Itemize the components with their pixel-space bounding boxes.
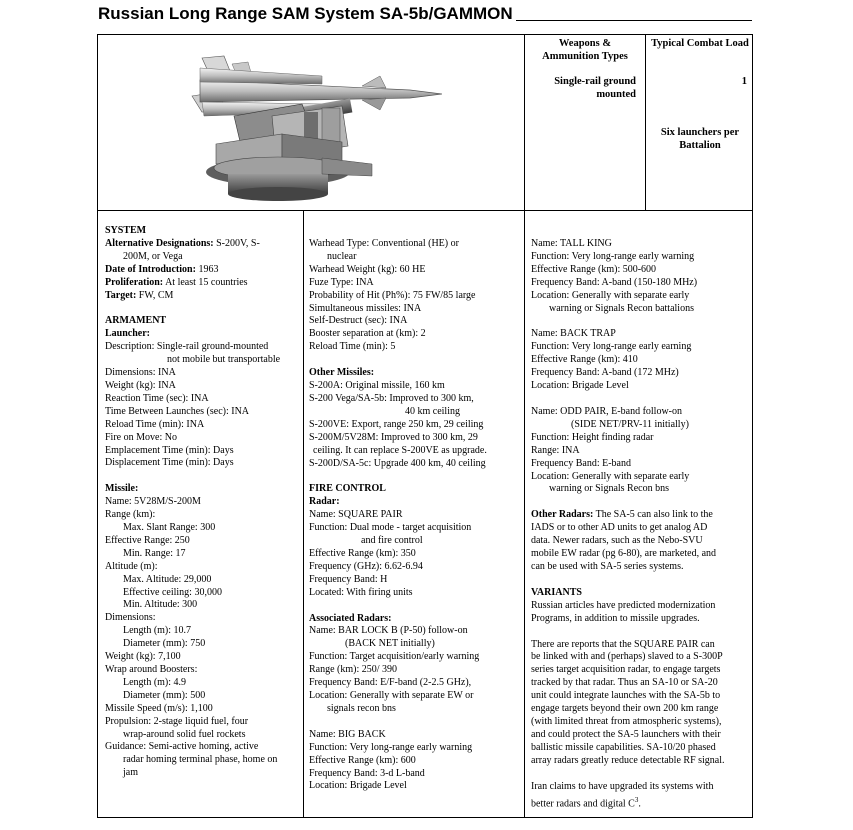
odd-pair-function: Function: Height finding radar <box>531 431 654 443</box>
target-label: Target: <box>105 289 137 301</box>
missile-s200m-cont: ceiling. It can replace S-200VE as upgrade. <box>313 444 487 456</box>
other-missiles-label: Other Missiles: <box>309 367 375 379</box>
emplacement-time: Emplacement Time (min): Days <box>105 444 234 456</box>
big-back-effective-range: Effective Range (km): 600 <box>309 754 416 766</box>
big-back-function: Function: Very long-range early warning <box>309 741 473 753</box>
missile-label: Missile: <box>105 483 139 495</box>
other-radars-line5: can be used with SA-5 series systems. <box>531 560 684 572</box>
column-warhead-fire-control <box>309 238 521 793</box>
radar-label: Radar: <box>309 496 340 508</box>
square-pair-para-8: and could protect the SA-5 launchers with their <box>531 728 721 740</box>
warhead-weight: Warhead Weight (kg): 60 HE <box>309 263 426 275</box>
launcher-dimensions: Dimensions: INA <box>105 367 176 379</box>
bar-lock-location-cont: signals recon bns <box>327 702 396 714</box>
missile-length: Length (m): 10.7 <box>123 625 192 637</box>
armament-heading: ARMAMENT <box>105 315 167 327</box>
radar-frequency-band: Frequency Band: H <box>309 573 388 585</box>
bar-lock-function: Function: Target acquisition/early warning <box>309 651 480 663</box>
column-radars-variants <box>531 238 751 811</box>
guidance-cont: radar homing terminal phase, home on <box>123 754 278 766</box>
missile-speed: Missile Speed (m/s): 1,100 <box>105 702 213 714</box>
combat-load-value: 1 <box>741 76 747 87</box>
radar-function: Function: Dual mode - target acquisition <box>309 522 472 534</box>
weapons-header: Weapons & Ammunition Types <box>542 38 628 62</box>
missile-s200-vega-cont: 40 km ceiling <box>405 405 460 417</box>
missile-range: Range (km): <box>105 509 156 521</box>
fire-on-move: Fire on Move: No <box>105 431 177 443</box>
guidance: Guidance: Semi-active homing, active <box>105 741 259 753</box>
tall-king-band: Frequency Band: A-band (150-180 MHz) <box>531 276 698 288</box>
missile-name: Name: 5V28M/S-200M <box>105 496 201 508</box>
proliferation-value: At least 15 countries <box>163 276 248 288</box>
iran-line2-end: . <box>638 797 641 809</box>
missile-weight: Weight (kg): 7,100 <box>105 651 181 663</box>
square-pair-para-5: unit could integrate launches with the SA-5b to <box>531 690 721 702</box>
proliferation-label: Proliferation: <box>105 276 164 288</box>
square-pair-para-9: ballistic missile capabilities. SA-10/20 phased <box>531 741 716 753</box>
radar-function-cont: and fire control <box>361 535 423 547</box>
time-between-launches: Time Between Launches (sec): INA <box>105 405 250 417</box>
min-range: Min. Range: 17 <box>123 547 186 559</box>
system-heading: SYSTEM <box>105 225 147 236</box>
weapon-type-value: Single-rail ground mounted <box>554 76 636 100</box>
fuze-type: Fuze Type: INA <box>309 276 374 288</box>
booster-separation: Booster separation at (km): 2 <box>309 328 426 340</box>
variants-heading: VARIANTS <box>531 586 582 598</box>
bar-lock-name: Name: BAR LOCK B (P-50) follow-on <box>309 625 468 637</box>
launcher-label: Launcher: <box>105 328 150 340</box>
effective-ceiling: Effective ceiling: 30,000 <box>123 586 222 598</box>
other-radars-line2: IADS or to other AD units to get analog AD <box>531 522 708 534</box>
radar-effective-range: Effective Range (km): 350 <box>309 547 416 559</box>
odd-pair-location: Location: Generally with separate early <box>531 470 690 482</box>
tall-king-location: Location: Generally with separate early <box>531 289 690 301</box>
intro-value: 1963 <box>195 263 219 275</box>
divider-header-2 <box>645 34 646 210</box>
min-altitude: Min. Altitude: 300 <box>123 599 198 611</box>
max-slant-range: Max. Slant Range: 300 <box>123 522 216 534</box>
big-back-name: Name: BIG BACK <box>309 728 386 740</box>
self-destruct: Self-Destruct (sec): INA <box>309 315 408 327</box>
guidance-cont-2: jam <box>123 767 138 779</box>
associated-radars-label: Associated Radars: <box>309 612 392 624</box>
alt-designations-cont: 200M, or Vega <box>123 250 183 262</box>
divider-column-1 <box>303 210 304 818</box>
back-trap-function: Function: Very long-range early earning <box>531 341 692 353</box>
sa5-launcher-image <box>172 46 442 206</box>
radar-frequency: Frequency (GHz): 6.62-6.94 <box>309 560 423 572</box>
launcher-weight: Weight (kg): INA <box>105 379 176 391</box>
target-value: FW, CM <box>136 289 174 301</box>
reaction-time: Reaction Time (sec): INA <box>105 392 209 404</box>
bar-lock-range: Range (km): 250/ 390 <box>309 664 398 676</box>
bar-lock-band: Frequency Band: E/F-band (2-2.5 GHz), <box>309 677 472 689</box>
wrap-boosters: Wrap around Boosters: <box>105 664 198 675</box>
odd-pair-name-cont: (SIDE NET/PRV-11 initially) <box>571 418 689 430</box>
big-back-location: Location: Brigade Level <box>309 780 407 792</box>
iran-superscript: 3 <box>634 795 639 804</box>
divider-column-2 <box>524 210 525 818</box>
other-radars-label: Other Radars: <box>531 509 594 521</box>
odd-pair-location-cont: warning or Signals Recon bns <box>549 483 669 495</box>
odd-pair-band: Frequency Band: E-band <box>531 457 631 469</box>
variants-line2: Programs, in addition to missile upgrades. <box>531 612 700 624</box>
missile-s200ve: S-200VE: Export, range 250 km, 29 ceiling <box>309 418 484 430</box>
big-back-band: Frequency Band: 3-d L-band <box>309 767 425 779</box>
divider-horizontal <box>97 210 753 211</box>
warhead-type-cont: nuclear <box>327 250 357 262</box>
effective-range: Effective Range: 250 <box>105 534 190 546</box>
square-pair-para-4: tracked by that radar. Thus an SA-10 or SA-20 <box>531 677 718 689</box>
tall-king-function: Function: Very long-range early warning <box>531 250 695 262</box>
tall-king-location-cont: warning or Signals Recon battalions <box>549 302 694 314</box>
other-radars-line4: mobile EW radar (pg 6-80), are marketed, and <box>531 548 717 560</box>
tall-king-name: Name: TALL KING <box>531 238 612 249</box>
missile-dimensions: Dimensions: <box>105 612 156 624</box>
fire-control-heading: FIRE CONTROL <box>309 483 386 495</box>
variants-line1: Russian articles have predicted modernization <box>531 599 716 611</box>
alt-designations-label: Alternative Designations: <box>105 237 214 249</box>
battalion-note: Six launchers per Battalion <box>660 127 740 151</box>
bar-lock-name-cont: (BACK NET initially) <box>345 638 435 650</box>
tall-king-effective-range: Effective Range (km): 500-600 <box>531 263 657 275</box>
simultaneous-missiles: Simultaneous missiles: INA <box>309 302 422 314</box>
radar-located: Located: With firing units <box>309 586 413 598</box>
booster-diameter: Diameter (mm): 500 <box>123 689 206 701</box>
square-pair-para-1: There are reports that the SQUARE PAIR can <box>531 638 715 650</box>
radar-name: Name: SQUARE PAIR <box>309 509 403 521</box>
square-pair-para-6: engage targets beyond their own 200 km range <box>531 703 719 715</box>
missile-s200a: S-200A: Original missile, 160 km <box>309 380 445 392</box>
square-pair-para-3: series target acquisition radar, to engage targets <box>531 664 721 676</box>
propulsion: Propulsion: 2-stage liquid fuel, four <box>105 715 249 727</box>
page-title: Russian Long Range SAM System SA-5b/GAMMON <box>98 4 513 23</box>
max-altitude: Max. Altitude: 29,000 <box>123 573 212 585</box>
title-underline <box>516 20 752 21</box>
square-pair-para-2: be linked with and (perhaps) slaved to a S-300P <box>531 651 723 663</box>
divider-header-1 <box>524 34 525 210</box>
odd-pair-range: Range: INA <box>531 444 580 456</box>
combat-load-header: Typical Combat Load <box>651 38 749 49</box>
propulsion-cont: wrap-around solid fuel rockets <box>123 728 246 740</box>
alt-designations-value: S-200V, S- <box>213 237 260 249</box>
back-trap-location: Location: Brigade Level <box>531 380 629 392</box>
back-trap-name: Name: BACK TRAP <box>531 328 616 340</box>
displacement-time: Displacement Time (min): Days <box>105 457 234 469</box>
back-trap-effective-range: Effective Range (km): 410 <box>531 354 638 366</box>
missile-s200m: S-200M/5V28M: Improved to 300 km, 29 <box>309 431 478 443</box>
warhead-type: Warhead Type: Conventional (HE) or <box>309 238 459 249</box>
missile-diameter: Diameter (mm): 750 <box>123 638 206 650</box>
other-radars-text: The SA-5 can also link to the <box>593 509 713 521</box>
square-pair-para-10: array radars greatly reduce detectable RF signal. <box>531 754 725 766</box>
bar-lock-location: Location: Generally with separate EW or <box>309 690 474 701</box>
booster-length: Length (m): 4.9 <box>123 676 187 688</box>
launcher-description-cont: not mobile but transportable <box>167 354 281 366</box>
back-trap-band: Frequency Band: A-band (172 MHz) <box>531 367 679 379</box>
missile-altitude: Altitude (m): <box>105 560 158 572</box>
iran-line1: Iran claims to have upgraded its systems with <box>531 780 714 792</box>
launcher-description: Description: Single-rail ground-mounted <box>105 341 269 353</box>
launcher-reload-time: Reload Time (min): INA <box>105 418 205 430</box>
missile-s200-vega: S-200 Vega/SA-5b: Improved to 300 km, <box>309 392 474 404</box>
missile-s200d: S-200D/SA-5c: Upgrade 400 km, 40 ceiling <box>309 457 486 469</box>
intro-label: Date of Introduction: <box>105 263 196 275</box>
square-pair-para-7: (with limited threat from atmospheric systems), <box>531 716 722 727</box>
other-radars-line3: data. Newer radars, such as the Nebo-SVU <box>531 535 703 547</box>
reload-time: Reload Time (min): 5 <box>309 341 396 353</box>
column-system <box>105 225 301 780</box>
iran-line2: better radars and digital C <box>531 797 635 809</box>
probability-of-hit: Probability of Hit (Ph%): 75 FW/85 large <box>309 289 476 301</box>
odd-pair-name: Name: ODD PAIR, E-band follow-on <box>531 405 683 417</box>
